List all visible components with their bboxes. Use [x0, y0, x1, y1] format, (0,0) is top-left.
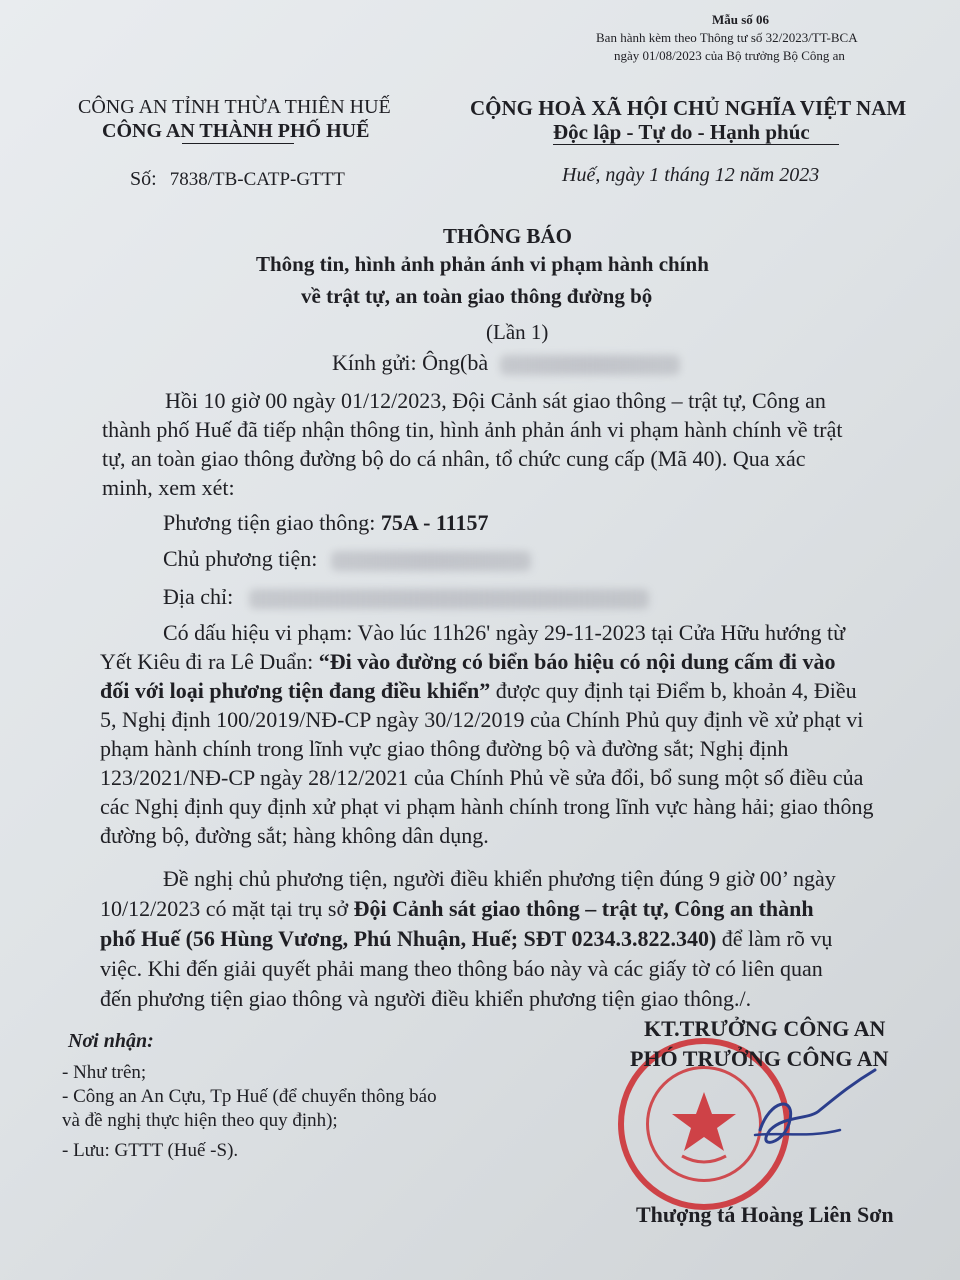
- redacted-recipient-name: [500, 355, 680, 375]
- vehicle-label: Phương tiện giao thông:: [163, 510, 376, 535]
- redacted-owner-name: [331, 551, 531, 571]
- owner-label: Chủ phương tiện:: [163, 546, 318, 571]
- agency-name: CÔNG AN TỈNH THỪA THIÊN HUẾ: [78, 96, 391, 118]
- request-date: 10/12/2023 có mặt tại trụ sở: [100, 896, 354, 921]
- recipients-item-2-cont: và đề nghị thực hiện theo quy định);: [62, 1110, 338, 1131]
- form-number: Mẫu số 06: [712, 12, 770, 27]
- notice-subtitle-line2: về trật tự, an toàn giao thông đường bộ: [301, 284, 653, 308]
- place-date: Huế, ngày 1 tháng 12 năm 2023: [562, 164, 820, 186]
- unit-name: CÔNG AN THÀNH PHỐ HUẾ: [102, 120, 370, 142]
- request-office-part1: Đội Cảnh sát giao thông – trật tự, Công an thành: [353, 896, 814, 921]
- recipients-title: Nơi nhận:: [68, 1030, 154, 1052]
- handwritten-signature: [700, 1060, 880, 1170]
- signature-line2: PHÓ TRƯỞNG CÔNG AN: [630, 1046, 889, 1071]
- country-name: CỘNG HOÀ XÃ HỘI CHỦ NGHĨA VIỆT NAM: [470, 96, 907, 120]
- violation-line7: các Nghị định quy định xử phạt vi phạm hành chính trong lĩnh vực hàng hải; giao thông: [100, 794, 874, 819]
- vehicle-plate: 75A - 11157: [380, 510, 489, 535]
- request-line4: việc. Khi đến giải quyết phải mang theo thông báo này và các giấy tờ có liên quan: [100, 956, 823, 981]
- violation-location: Yết Kiêu đi ra Lê Duẩn:: [100, 649, 319, 674]
- violation-line6: 123/2021/NĐ-CP ngày 28/12/2021 của Chính Phủ về sửa đổi, bổ sung một số điều của: [100, 765, 864, 790]
- form-issuance-line2: ngày 01/08/2023 của Bộ trưởng Bộ Công an: [614, 48, 845, 63]
- violation-line1: Có dấu hiệu vi phạm: Vào lúc 11h26' ngày 29-11-2023 tại Cửa Hữu hướng từ: [163, 620, 846, 645]
- national-motto: Độc lập - Tự do - Hạnh phúc: [553, 120, 810, 144]
- notice-round: (Lần 1): [486, 320, 549, 344]
- violation-description-part1: “Đi vào đường có biển báo hiệu có nội dung cấm đi vào: [318, 649, 836, 674]
- violation-line4: 5, Nghị định 100/2019/NĐ-CP ngày 30/12/2019 của Chính Phủ quy định về xử phạt vi: [100, 707, 864, 732]
- request-line1: Đề nghị chủ phương tiện, người điều khiển phương tiện đúng 9 giờ 00’ ngày: [163, 866, 836, 891]
- request-line3: [100, 926, 832, 952]
- address-label: Địa chỉ:: [163, 584, 234, 609]
- recipients-item-3: - Lưu: GTTT (Huế -S).: [62, 1140, 239, 1161]
- notice-subtitle-line1: Thông tin, hình ảnh phản ánh vi phạm hành chính: [256, 252, 709, 276]
- request-purpose: để làm rõ vụ: [716, 926, 833, 951]
- notice-title: THÔNG BÁO: [443, 224, 572, 248]
- violation-line5: phạm hành chính trong lĩnh vực giao thông đường bộ và đường sắt; Nghị định: [100, 736, 789, 761]
- recipients-item-1: - Như trên;: [62, 1062, 147, 1083]
- violation-line3: [100, 678, 857, 704]
- violation-legal-basis: được quy định tại Điểm b, khoản 4, Điều: [490, 678, 857, 703]
- recipients-item-2: - Công an An Cựu, Tp Huế (để chuyển thông báo: [62, 1086, 437, 1107]
- address-line: [163, 584, 649, 610]
- violation-line2: [100, 649, 836, 675]
- doc-number: [130, 168, 345, 191]
- recipient-line: [332, 350, 680, 376]
- intro-line1: Hồi 10 giờ 00 ngày 01/12/2023, Đội Cảnh sát giao thông – trật tự, Công an: [165, 388, 826, 413]
- intro-line3: tự, an toàn giao thông đường bộ do cá nhân, tổ chức cung cấp (Mã 40). Qua xác: [102, 446, 806, 471]
- violation-description-part2: đối với loại phương tiện đang điều khiển”: [100, 678, 491, 703]
- form-issuance-line1: Ban hành kèm theo Thông tư số 32/2023/TT-BCA: [596, 30, 858, 45]
- signatory-name: Thượng tá Hoàng Liên Sơn: [636, 1202, 894, 1227]
- vehicle-line: [163, 510, 488, 536]
- doc-number-label: Số:: [130, 168, 157, 190]
- request-line5: đến phương tiện giao thông và người điều khiển phương tiện giao thông./.: [100, 986, 752, 1011]
- motto-underline: [553, 144, 839, 145]
- request-line2: [100, 896, 814, 922]
- signature-line1: KT.TRƯỞNG CÔNG AN: [644, 1016, 886, 1041]
- intro-line2: thành phố Huế đã tiếp nhận thông tin, hình ảnh phản ánh vi phạm hành chính về trật: [102, 417, 843, 442]
- recipient-label: Kính gửi: Ông(bà: [332, 350, 489, 375]
- owner-line: [163, 546, 531, 572]
- intro-line4: minh, xem xét:: [102, 475, 235, 500]
- request-office-part2: phố Huế (56 Hùng Vương, Phú Nhuận, Huế; SĐT 0234.3.822.340): [100, 926, 717, 951]
- unit-underline: [182, 143, 294, 144]
- violation-line8: đường bộ, đường sắt; hàng không dân dụng.: [100, 823, 489, 848]
- doc-number-value: 7838/TB-CATP-GTTT: [169, 169, 345, 190]
- redacted-address: [249, 589, 649, 609]
